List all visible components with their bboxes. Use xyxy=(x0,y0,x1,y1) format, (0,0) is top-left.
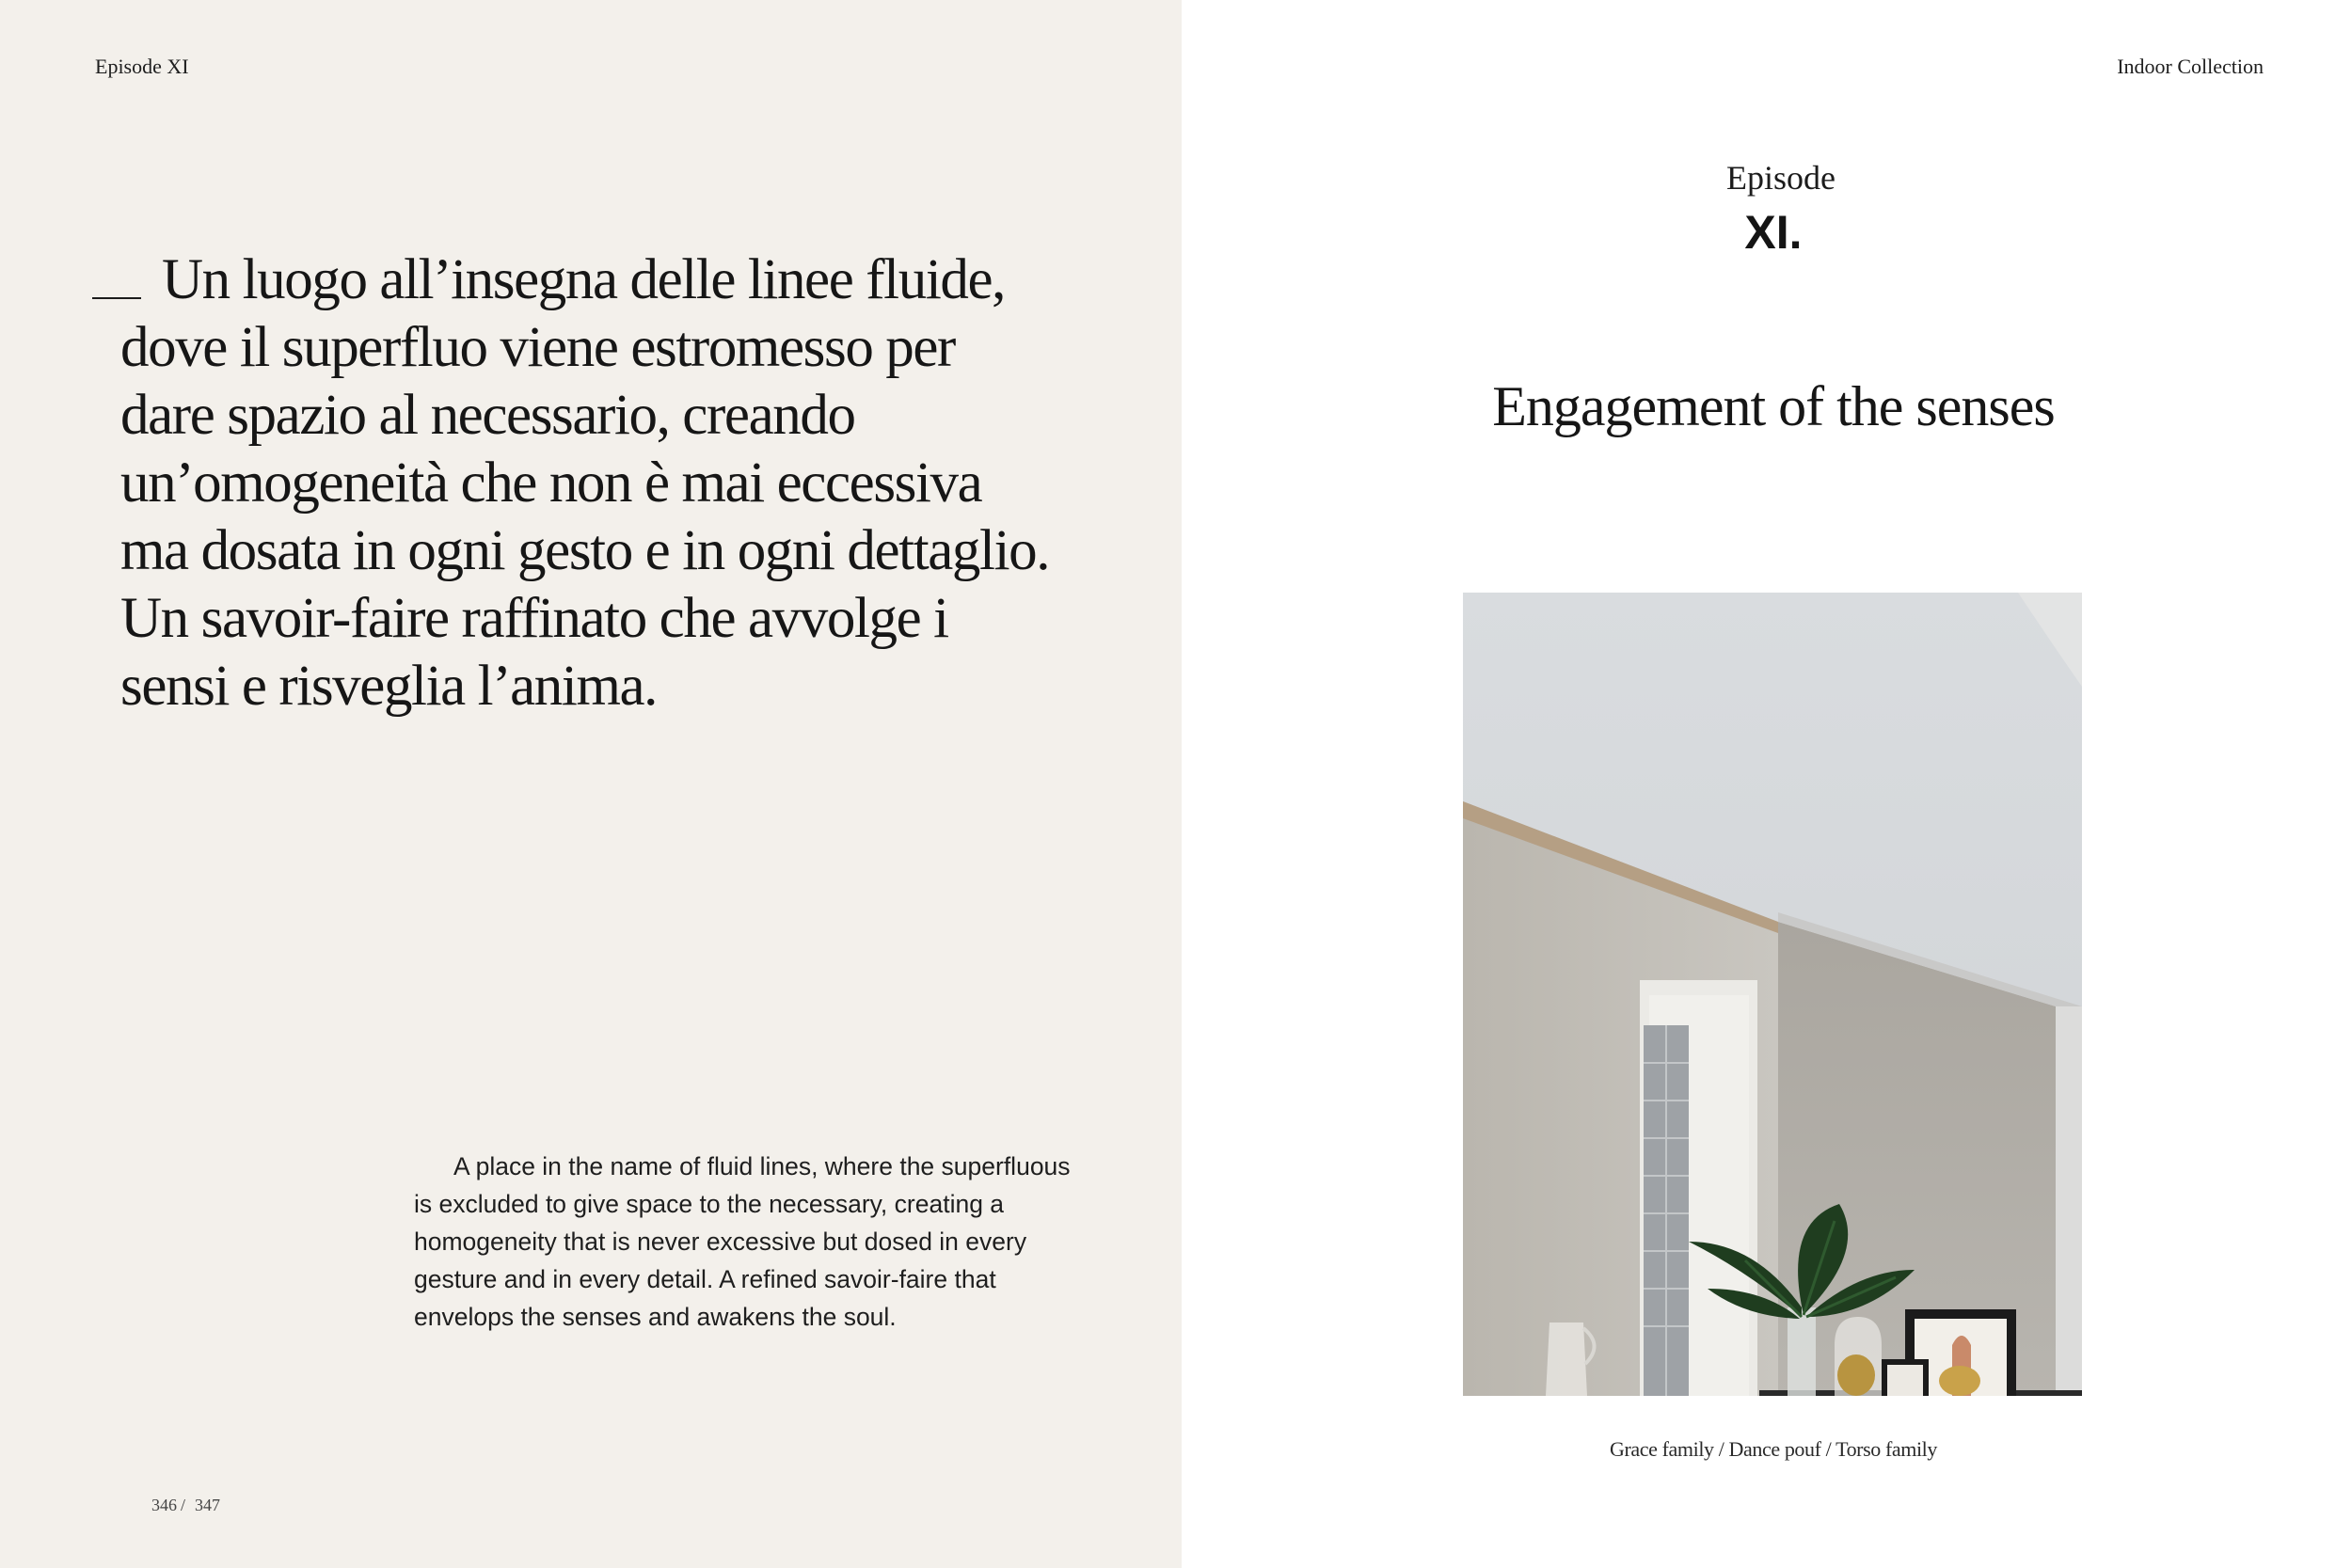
english-body-text: A place in the name of fluid lines, where the superfluous is excluded to give space to the necessary, creating a homogeneity that is never excessive but dosed in every gesture and in every detail. A refined savoir-faire that envelops the senses and awakens the soul. xyxy=(414,1152,1071,1331)
episode-number: XI. xyxy=(1744,206,1803,259)
photo-caption: Grace family / Dance pouf / Torso family xyxy=(1610,1437,1937,1461)
page-number-separator: / xyxy=(181,1496,186,1514)
episode-label: Episode xyxy=(1726,159,1836,197)
running-head-collection: Indoor Collection xyxy=(2117,55,2264,78)
interior-photo xyxy=(1463,593,2082,1396)
page-number-left: 346 xyxy=(151,1496,177,1514)
page-number-right: 347 xyxy=(195,1496,221,1514)
italian-quote: Un luogo all’insegna delle linee fluide, dove il superfluo viene estromesso per dare spazio al necessario, creando un’omogeneità che non è mai eccessiva ma dosata in ogni gesto e in ogni dettaglio. Un savoir-faire raffinato che avvolge i sensi e risveglia l’anima. xyxy=(120,248,1050,718)
page-numbers xyxy=(151,1496,220,1515)
running-head-episode: Episode XI xyxy=(95,55,189,78)
section-title: Engagement of the senses xyxy=(1492,375,2055,437)
